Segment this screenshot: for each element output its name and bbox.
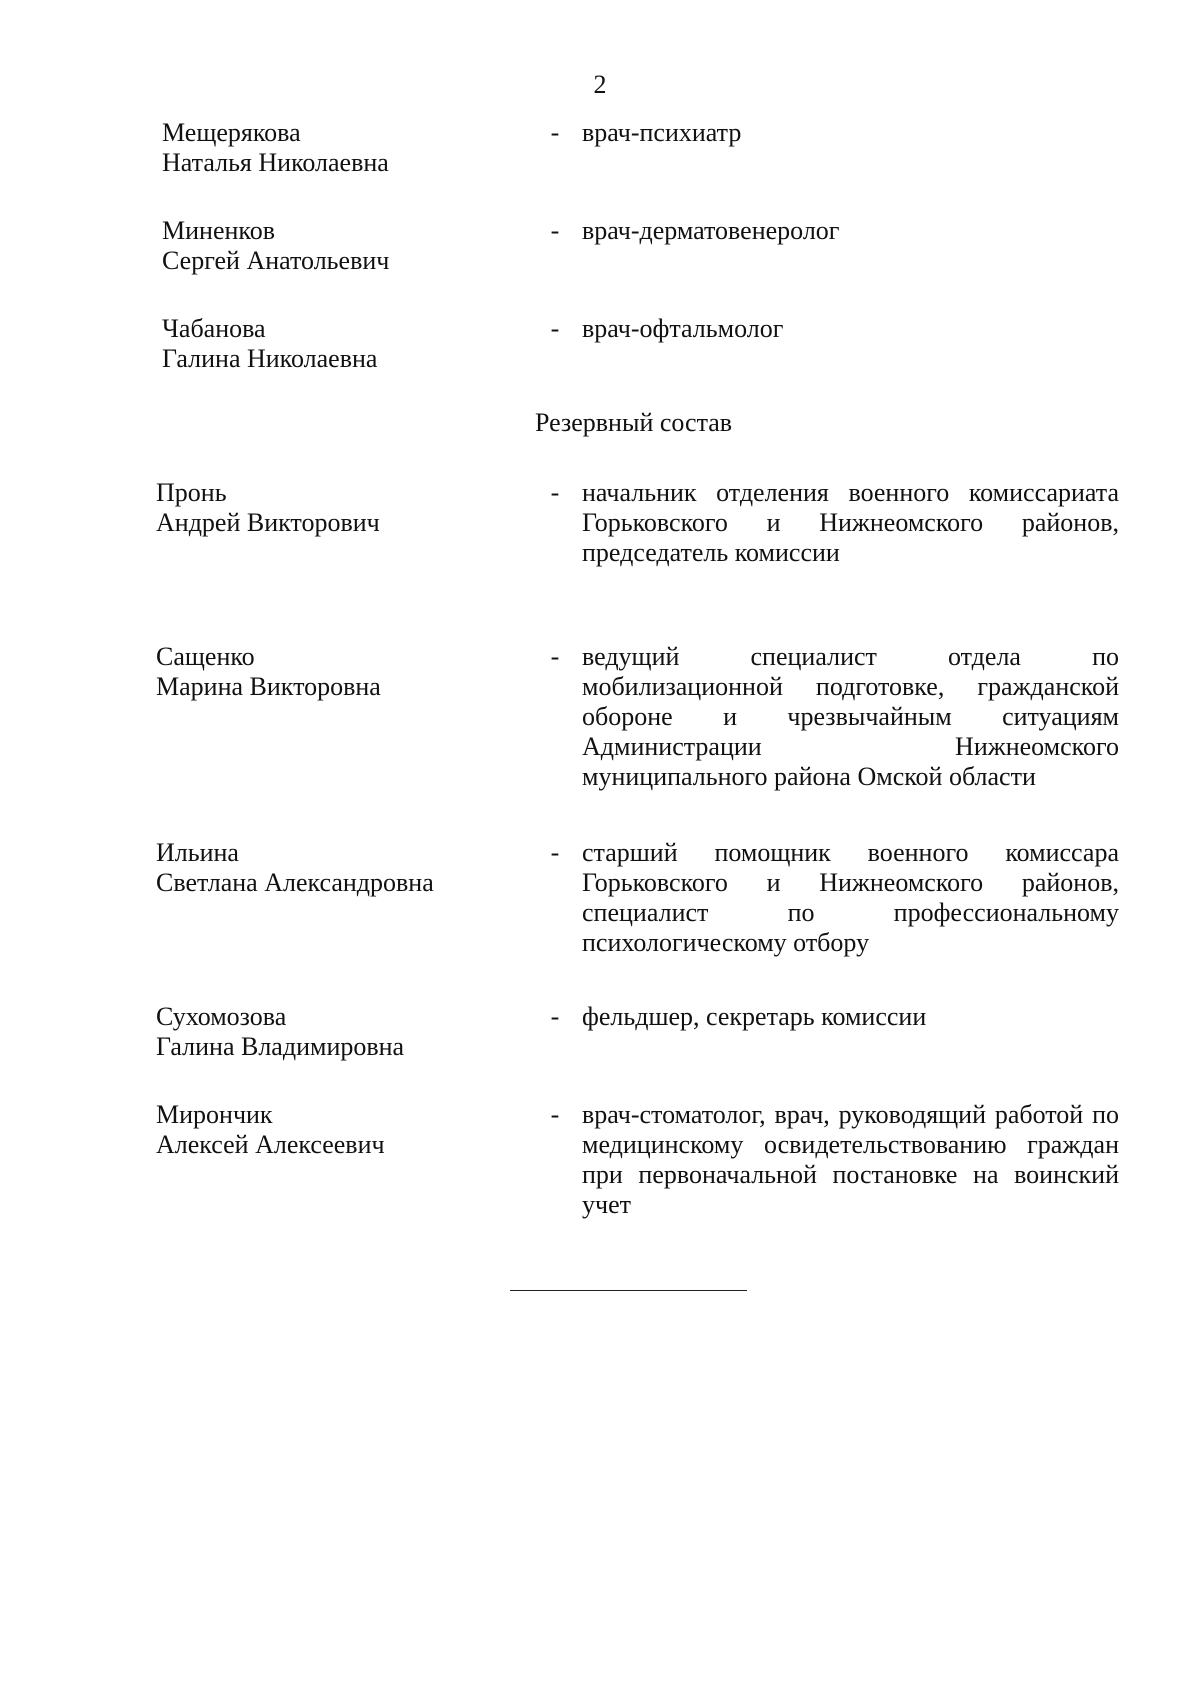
dash-separator: - — [550, 118, 560, 147]
dash-separator: - — [550, 642, 560, 671]
member-name — [156, 1002, 486, 1062]
member-given-name: Андрей Викторович — [156, 508, 380, 537]
member-surname: Ильина — [156, 838, 239, 867]
member-given-name: Галина Владимировна — [156, 1032, 405, 1061]
member-name — [162, 118, 492, 178]
member-role: врач-дерматовенеролог — [582, 216, 840, 245]
member-name — [156, 642, 486, 702]
dash-separator: - — [550, 838, 560, 867]
member-role: врач-офтальмолог — [582, 314, 784, 343]
member-role: врач-психиатр — [582, 118, 742, 147]
member-given-name: Наталья Николаевна — [162, 148, 389, 177]
member-given-name: Алексей Алексеевич — [156, 1130, 385, 1159]
dash-separator: - — [550, 1002, 560, 1031]
member-surname: Пронь — [156, 478, 227, 507]
page-number: 2 — [593, 70, 607, 99]
member-name — [162, 314, 492, 374]
member-given-name: Галина Николаевна — [162, 344, 378, 373]
member-surname: Мещерякова — [162, 118, 301, 147]
member-given-name: Светлана Александровна — [156, 868, 434, 897]
member-surname: Сащенко — [156, 642, 255, 671]
end-of-list-rule — [510, 1290, 747, 1291]
member-role: старший помощник военного комиссара Горьковского и Нижнеомского районов, специалист по профессиональному психологическому отбору — [582, 838, 1119, 957]
member-name — [156, 838, 486, 898]
member-surname: Миненков — [162, 216, 275, 245]
dash-separator: - — [550, 216, 560, 245]
member-name — [156, 1100, 486, 1160]
member-role: врач-стоматолог, врач, руководящий работой по медицинскому освидетельствованию граждан при первоначальной постановке на воинский учет — [582, 1100, 1119, 1219]
reserve-section-heading: Резервный состав — [535, 408, 733, 437]
member-role: начальник отделения военного комиссариата Горьковского и Нижнеомского районов, председатель комиссии — [582, 478, 1119, 567]
member-name — [156, 478, 486, 538]
member-surname: Сухомозова — [156, 1002, 287, 1031]
member-role: ведущий специалист отдела по мобилизационной подготовке, гражданской обороне и чрезвычайным ситуациям Администрации Нижнеомского муниципального района Омской области — [582, 642, 1119, 791]
dash-separator: - — [550, 1100, 560, 1129]
dash-separator: - — [550, 478, 560, 507]
member-given-name: Марина Викторовна — [156, 672, 381, 701]
member-surname: Мирончик — [156, 1100, 273, 1129]
member-surname: Чабанова — [162, 314, 266, 343]
member-role: фельдшер, секретарь комиссии — [582, 1002, 927, 1031]
member-name — [162, 216, 492, 276]
member-given-name: Сергей Анатольевич — [162, 246, 390, 275]
dash-separator: - — [550, 314, 560, 343]
